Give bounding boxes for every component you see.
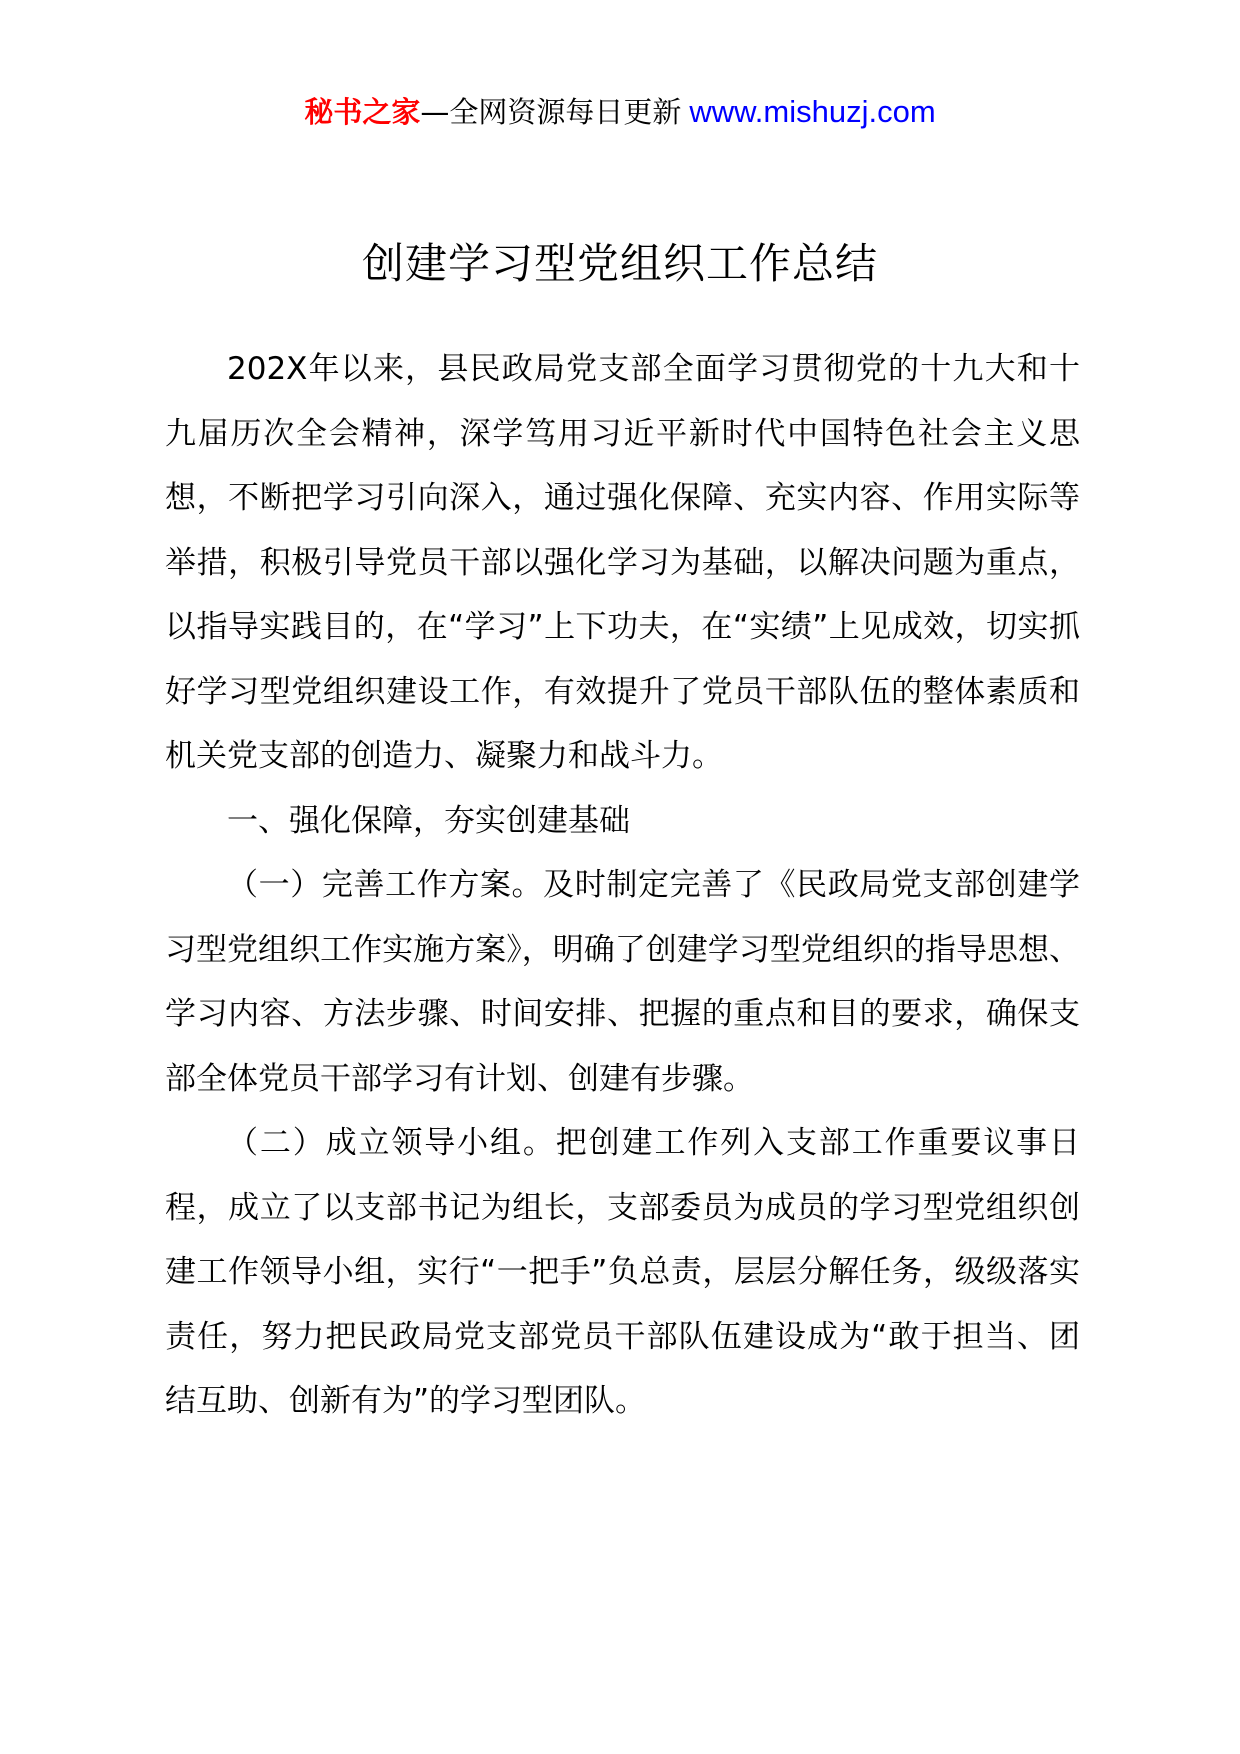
- site-slogan: —全网资源每日更新: [420, 95, 682, 129]
- intro-paragraph: 202X年以来，县民政局党支部全面学习贯彻党的十九大和十九届历次全会精神，深学笃用习近平新时代中国特色社会主义思想，不断把学习引向深入，通过强化保障、充实内容、作用实际等举措，积极引导党员干部以强化学习为基础，以解决问题为重点，以指导实践目的，在“学习”上下功夫，在“实绩”上见成效，切实抓好学习型党组织建设工作，有效提升了党员干部队伍的整体素质和机关党支部的创造力、凝聚力和战斗力。: [165, 351, 1080, 774]
- subsection-paragraph-2: （二）成立领导小组。把创建工作列入支部工作重要议事日程，成立了以支部书记为组长，支部委员为成员的学习型党组织创建工作领导小组，实行“一把手”负总责，层层分解任务，级级落实责任，努力把民政局党支部党员干部队伍建设成为“敢于担当、团结互助、创新有为”的学习型团队。: [165, 1125, 1080, 1419]
- site-banner: [0, 92, 1240, 132]
- section-heading-1: 一、强化保障，夯实创建基础: [227, 802, 630, 839]
- subsection-paragraph-1: （一）完善工作方案。及时制定完善了《民政局党支部创建学习型党组织工作实施方案》，明确了创建学习型党组织的指导思想、学习内容、方法步骤、时间安排、把握的重点和目的要求，确保支部全体党员干部学习有计划、创建有步骤。: [165, 867, 1080, 1097]
- document-body: [165, 337, 1080, 1434]
- site-url-link[interactable]: www.mishuzj.com: [689, 94, 936, 129]
- site-brand-name: 秘书之家: [304, 95, 421, 129]
- document-title: 创建学习型党组织工作总结: [361, 239, 878, 288]
